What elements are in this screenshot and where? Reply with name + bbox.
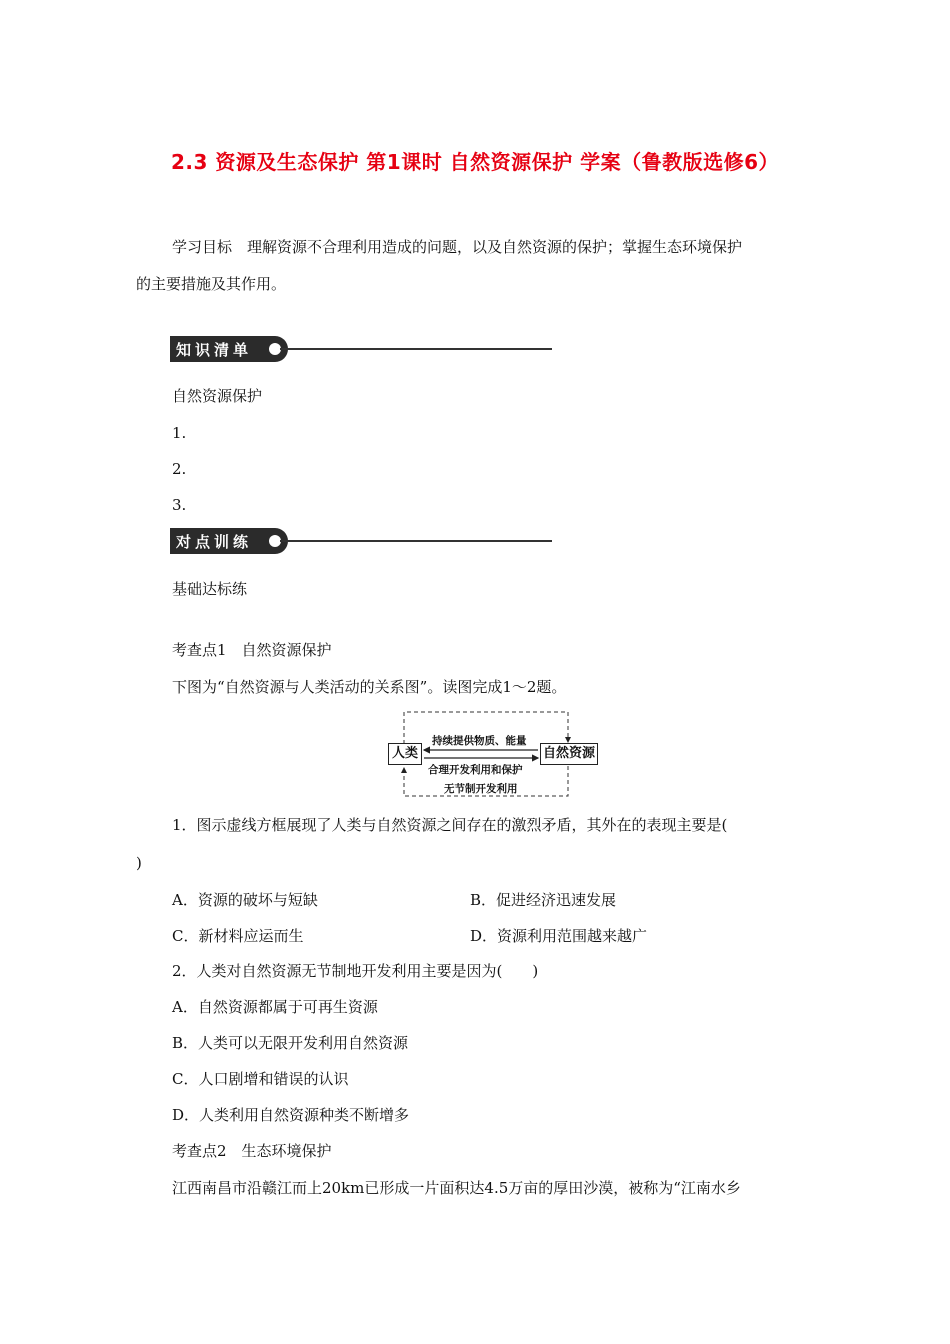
question-1-stem-cont: ) (136, 854, 142, 872)
section-header-knowledge (170, 336, 552, 364)
human-box: 人类 (388, 743, 422, 765)
resource-human-diagram (386, 710, 598, 798)
top-arrow-label: 持续提供物质、能量 (432, 735, 527, 747)
q2-option-d: D．人类利用自然资源种类不断增多 (172, 1106, 410, 1124)
point1-title: 考查点1 自然资源保护 (172, 641, 332, 659)
bottom-loop-label: 无节制开发利用 (444, 783, 518, 795)
section-divider (280, 540, 552, 542)
point2-text: 江西南昌市沿赣江而上20km已形成一片面积达4.5万亩的厚田沙漠，被称为“江南水乡 (172, 1179, 741, 1197)
knowledge-item: 3. (172, 496, 187, 514)
q2-option-b: B．人类可以无限开发利用自然资源 (172, 1034, 409, 1052)
q1-option-d: D．资源利用范围越来越广 (470, 927, 648, 945)
point2-title: 考查点2 生态环境保护 (172, 1142, 332, 1160)
q2-option-a: A．自然资源都属于可再生资源 (172, 998, 378, 1016)
practice-subheading: 基础达标练 (172, 580, 248, 598)
section-header-practice (170, 528, 552, 556)
point1-intro: 下图为“自然资源与人类活动的关系图”。读图完成1～2题。 (172, 678, 567, 696)
question-1-stem: 1．图示虚线方框展现了人类与自然资源之间存在的激烈矛盾，其外在的表现主要是( (172, 816, 728, 834)
q2-option-c: C．人口剧增和错误的认识 (172, 1070, 349, 1088)
knowledge-heading: 自然资源保护 (172, 387, 263, 405)
q1-option-b: B．促进经济迅速发展 (470, 891, 617, 909)
section-divider (280, 348, 552, 350)
page-title: 2.3 资源及生态保护 第1课时 自然资源保护 学案（鲁教版选修6） (170, 150, 780, 174)
q1-option-a: A．资源的破坏与短缺 (172, 891, 318, 909)
middle-arrow-label: 合理开发利用和保护 (428, 764, 523, 776)
q1-option-c: C．新材料应运而生 (172, 927, 304, 945)
knowledge-item: 2. (172, 460, 187, 478)
objective-line-2: 的主要措施及其作用。 (136, 275, 287, 293)
resource-box: 自然资源 (540, 743, 598, 765)
section-label: 对点训练 (176, 533, 253, 551)
objective-line-1: 学习目标 理解资源不合理利用造成的问题，以及自然资源的保护；掌握生态环境保护 (172, 238, 743, 256)
knowledge-item: 1. (172, 424, 187, 442)
section-label: 知识清单 (176, 341, 253, 359)
question-2-stem: 2．人类对自然资源无节制地开发利用主要是因为( ) (172, 962, 539, 980)
